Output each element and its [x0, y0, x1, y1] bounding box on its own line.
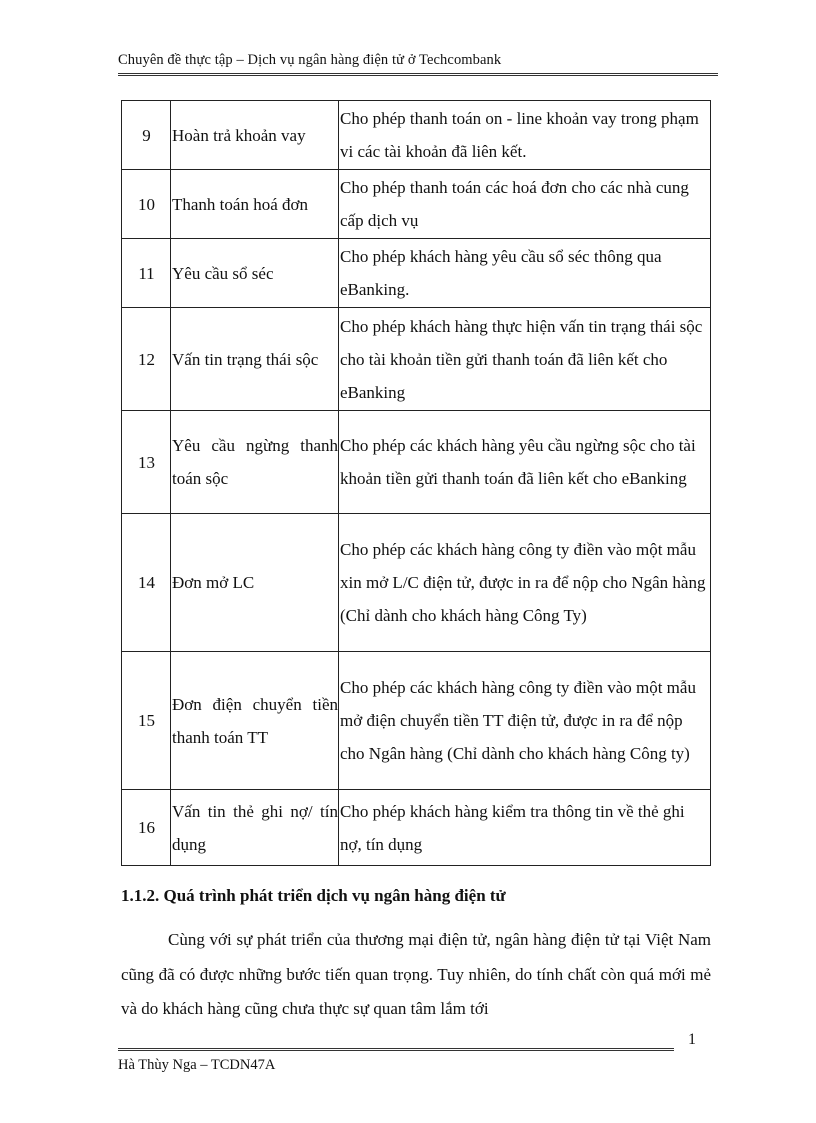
- row-number: 12: [122, 308, 171, 411]
- table-row: [122, 239, 711, 308]
- table-row: [122, 170, 711, 239]
- section-heading: 1.1.2. Quá trình phát triển dịch vụ ngân hàng điện tử: [121, 886, 506, 905]
- table-row: [122, 101, 711, 170]
- page-number: 1: [688, 1031, 696, 1048]
- table-row: [122, 790, 711, 866]
- service-description: Cho phép khách hàng yêu cầu sổ séc thông qua eBanking.: [339, 239, 711, 308]
- table-row: [122, 411, 711, 514]
- page-footer: Hà Thùy Nga – TCDN47A: [118, 1057, 276, 1073]
- row-number: 11: [122, 239, 171, 308]
- footer-rule: [118, 1048, 674, 1051]
- service-description: Cho phép thanh toán on - line khoản vay trong phạm vi các tài khoản đã liên kết.: [339, 101, 711, 170]
- row-number: 15: [122, 652, 171, 790]
- service-description: Cho phép khách hàng thực hiện vấn tin trạng thái sộc cho tài khoản tiền gửi thanh toán đã liên kết cho eBanking: [339, 308, 711, 411]
- paragraph-text: Cùng với sự phát triển của thương mại điện tử, ngân hàng điện tử tại Việt Nam cũng đã có được những bước tiến quan trọng. Tuy nhiên, do tính chất còn quá mới mẻ và do khách hàng cũng chưa thực sự quan tâm lắm tới: [121, 930, 711, 1018]
- body-paragraph: [121, 923, 711, 1027]
- service-name: Yêu cầu ngừng thanh toán sộc: [171, 411, 339, 514]
- service-description: Cho phép khách hàng kiểm tra thông tin về thẻ ghi nợ, tín dụng: [339, 790, 711, 866]
- row-number: 16: [122, 790, 171, 866]
- row-number: 10: [122, 170, 171, 239]
- service-description: Cho phép các khách hàng công ty điền vào một mẫu mở điện chuyển tiền TT điện tử, được in ra để nộp cho Ngân hàng (Chỉ dành cho khách hàng Công ty): [339, 652, 711, 790]
- table-row: [122, 308, 711, 411]
- service-description: Cho phép các khách hàng công ty điền vào một mẫu xin mở L/C điện tử, được in ra để nộp cho Ngân hàng (Chỉ dành cho khách hàng Công Ty): [339, 514, 711, 652]
- service-name: Thanh toán hoá đơn: [171, 170, 339, 239]
- header-rule: [118, 73, 718, 76]
- service-description: Cho phép các khách hàng yêu cầu ngừng sộc cho tài khoản tiền gửi thanh toán đã liên kết cho eBanking: [339, 411, 711, 514]
- row-number: 14: [122, 514, 171, 652]
- table-row: [122, 652, 711, 790]
- service-name: Đơn điện chuyển tiền thanh toán TT: [171, 652, 339, 790]
- service-name: Đơn mở LC: [171, 514, 339, 652]
- services-table: [121, 100, 711, 866]
- service-name: Yêu cầu sổ séc: [171, 239, 339, 308]
- table-row: [122, 514, 711, 652]
- service-name: Vấn tin thẻ ghi nợ/ tín dụng: [171, 790, 339, 866]
- service-name: Vấn tin trạng thái sộc: [171, 308, 339, 411]
- page-header: Chuyên đề thực tập – Dịch vụ ngân hàng điện tử ở Techcombank: [118, 52, 502, 68]
- service-name: Hoàn trả khoản vay: [171, 101, 339, 170]
- row-number: 13: [122, 411, 171, 514]
- row-number: 9: [122, 101, 171, 170]
- service-description: Cho phép thanh toán các hoá đơn cho các nhà cung cấp dịch vụ: [339, 170, 711, 239]
